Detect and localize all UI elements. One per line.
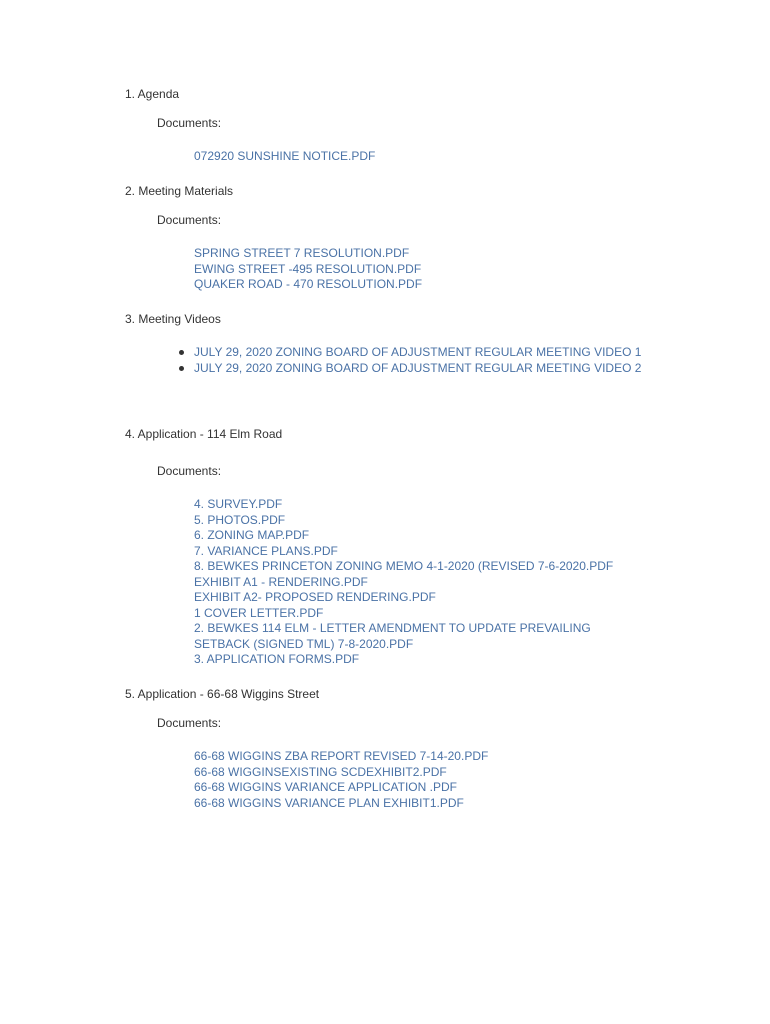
document-link[interactable]: EXHIBIT A1 - RENDERING.PDF — [194, 574, 368, 589]
document-link[interactable]: 072920 SUNSHINE NOTICE.PDF — [194, 149, 376, 163]
document-link[interactable]: EWING STREET -495 RESOLUTION.PDF — [194, 261, 422, 276]
document-link[interactable]: 66-68 WIGGINS ZBA REPORT REVISED 7-14-20.PDF — [194, 749, 489, 763]
item-title: 3. Meeting Videos — [125, 312, 221, 326]
document-link[interactable]: 3. APPLICATION FORMS.PDF — [194, 652, 360, 666]
document-link[interactable]: 2. BEWKES 114 ELM - LETTER AMENDMENT TO UPDATE PREVAILING SETBACK (SIGNED TML) 7-8-2020.PDF — [194, 621, 591, 651]
bullet-icon — [179, 350, 184, 355]
video-list — [177, 345, 647, 376]
document-link[interactable]: 7. VARIANCE PLANS.PDF — [194, 543, 338, 558]
document-link[interactable]: 4. SURVEY.PDF — [194, 497, 283, 511]
video-list-item — [177, 361, 647, 377]
document-links — [194, 149, 644, 165]
agenda-item-2 — [125, 183, 685, 293]
document-link[interactable]: 66-68 WIGGINSEXISTING SCDEXHIBIT2.PDF — [194, 764, 447, 779]
document-link[interactable]: 8. BEWKES PRINCETON ZONING MEMO 4-1-2020 (REVISED 7-6-2020.PDF — [194, 559, 614, 573]
item-title: 4. Application - 114 Elm Road — [125, 427, 283, 441]
documents-label: Documents: — [157, 116, 222, 130]
item-title: 1. Agenda — [125, 87, 180, 101]
document-link[interactable]: 66-68 WIGGINS VARIANCE APPLICATION .PDF — [194, 780, 457, 794]
item-title: 5. Application - 66-68 Wiggins Street — [125, 687, 320, 701]
documents-label: Documents: — [157, 464, 222, 478]
documents-label: Documents: — [157, 213, 222, 227]
video-link[interactable]: JULY 29, 2020 ZONING BOARD OF ADJUSTMENT REGULAR MEETING VIDEO 2 — [194, 360, 642, 375]
document-link[interactable]: SPRING STREET 7 RESOLUTION.PDF — [194, 246, 410, 260]
document-link[interactable]: QUAKER ROAD - 470 RESOLUTION.PDF — [194, 277, 423, 291]
document-link[interactable]: 6. ZONING MAP.PDF — [194, 528, 310, 542]
agenda-item-4 — [125, 426, 685, 668]
document-link[interactable]: 66-68 WIGGINS VARIANCE PLAN EXHIBIT1.PDF — [194, 795, 464, 810]
agenda-item-3 — [125, 311, 685, 376]
document-link[interactable]: 5. PHOTOS.PDF — [194, 512, 286, 527]
document-link[interactable]: EXHIBIT A2- PROPOSED RENDERING.PDF — [194, 590, 436, 604]
document-links — [194, 749, 644, 811]
documents-label: Documents: — [157, 716, 222, 730]
item-title: 2. Meeting Materials — [125, 184, 234, 198]
video-link[interactable]: JULY 29, 2020 ZONING BOARD OF ADJUSTMENT REGULAR MEETING VIDEO 1 — [194, 345, 642, 359]
video-list-item — [177, 345, 647, 361]
agenda-item-5 — [125, 686, 685, 811]
agenda-item-1 — [125, 86, 685, 165]
document-links — [194, 497, 644, 668]
bullet-icon — [179, 366, 184, 371]
document-link[interactable]: 1 COVER LETTER.PDF — [194, 605, 324, 620]
document-links — [194, 246, 644, 293]
